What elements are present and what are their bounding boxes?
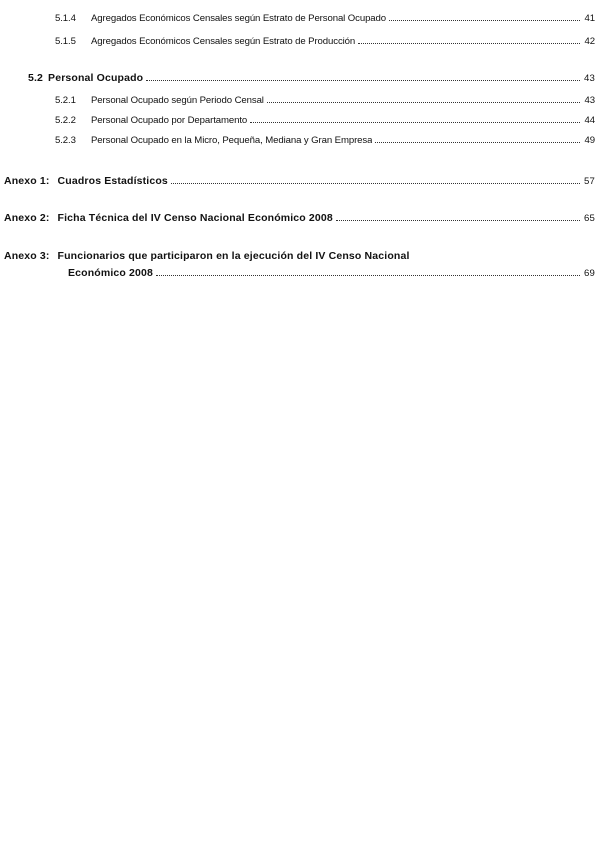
toc-entry-number: 5.2.3 [55, 135, 76, 146]
toc-entry-page: 41 [584, 13, 595, 24]
toc-entry-page: 44 [584, 115, 595, 126]
dot-leader [250, 113, 580, 123]
dot-leader [267, 93, 580, 103]
toc-entry-title: Agregados Económicos Censales según Estrato de Producción [91, 36, 356, 47]
toc-entry-5-2-3 [55, 133, 595, 148]
dot-leader [171, 174, 580, 184]
toc-entry-title: Funcionarios que participaron en la ejecución del IV Censo Nacional [57, 250, 410, 262]
toc-entry-anexo-3 [68, 266, 595, 281]
toc-entry-page: 69 [584, 268, 595, 279]
toc-entry-number: 5.2.2 [55, 115, 76, 126]
toc-entry-title: Agregados Económicos Censales según Estrato de Personal Ocupado [91, 13, 387, 24]
toc-entry-number: Anexo 1: [4, 175, 50, 187]
toc-entry-title: Personal Ocupado [48, 72, 144, 84]
dot-leader [336, 211, 580, 221]
toc-entry-5-2 [28, 71, 595, 86]
toc-entry-title: Cuadros Estadísticos [57, 175, 168, 187]
toc-entry-number: 5.1.4 [55, 13, 76, 24]
toc-entry-title-continued: Económico 2008 [68, 267, 153, 279]
dot-leader [146, 71, 580, 81]
toc-entry-5-2-2 [55, 113, 595, 128]
toc-entry-title: Ficha Técnica del IV Censo Nacional Económico 2008 [57, 212, 333, 224]
toc-entry-5-1-4 [55, 11, 595, 26]
toc-entry-number: 5.2.1 [55, 95, 76, 106]
dot-leader [389, 11, 580, 21]
toc-entry-title: Personal Ocupado según Periodo Censal [91, 95, 264, 106]
toc-entry-page: 49 [584, 135, 595, 146]
toc-entry-number: Anexo 3: [4, 250, 50, 262]
toc-entry-page: 42 [584, 36, 595, 47]
toc-entry-number: 5.2 [28, 72, 44, 84]
toc-entry-5-1-5 [55, 34, 595, 49]
toc-entry-title: Personal Ocupado en la Micro, Pequeña, Mediana y Gran Empresa [91, 135, 373, 146]
dot-leader [156, 266, 580, 276]
toc-entry-5-2-1 [55, 93, 595, 108]
toc-entry-title: Personal Ocupado por Departamento [91, 115, 248, 126]
toc-entry-anexo-3-first-line [4, 249, 410, 263]
toc-entry-page: 65 [584, 213, 595, 224]
toc-entry-number: 5.1.5 [55, 36, 76, 47]
toc-entry-page: 43 [584, 95, 595, 106]
toc-entry-anexo-1 [4, 174, 595, 189]
toc-entry-page: 43 [584, 73, 595, 84]
toc-entry-number: Anexo 2: [4, 212, 50, 224]
toc-entry-page: 57 [584, 176, 595, 187]
dot-leader [375, 133, 580, 143]
dot-leader [358, 34, 580, 44]
toc-entry-anexo-2 [4, 211, 595, 226]
